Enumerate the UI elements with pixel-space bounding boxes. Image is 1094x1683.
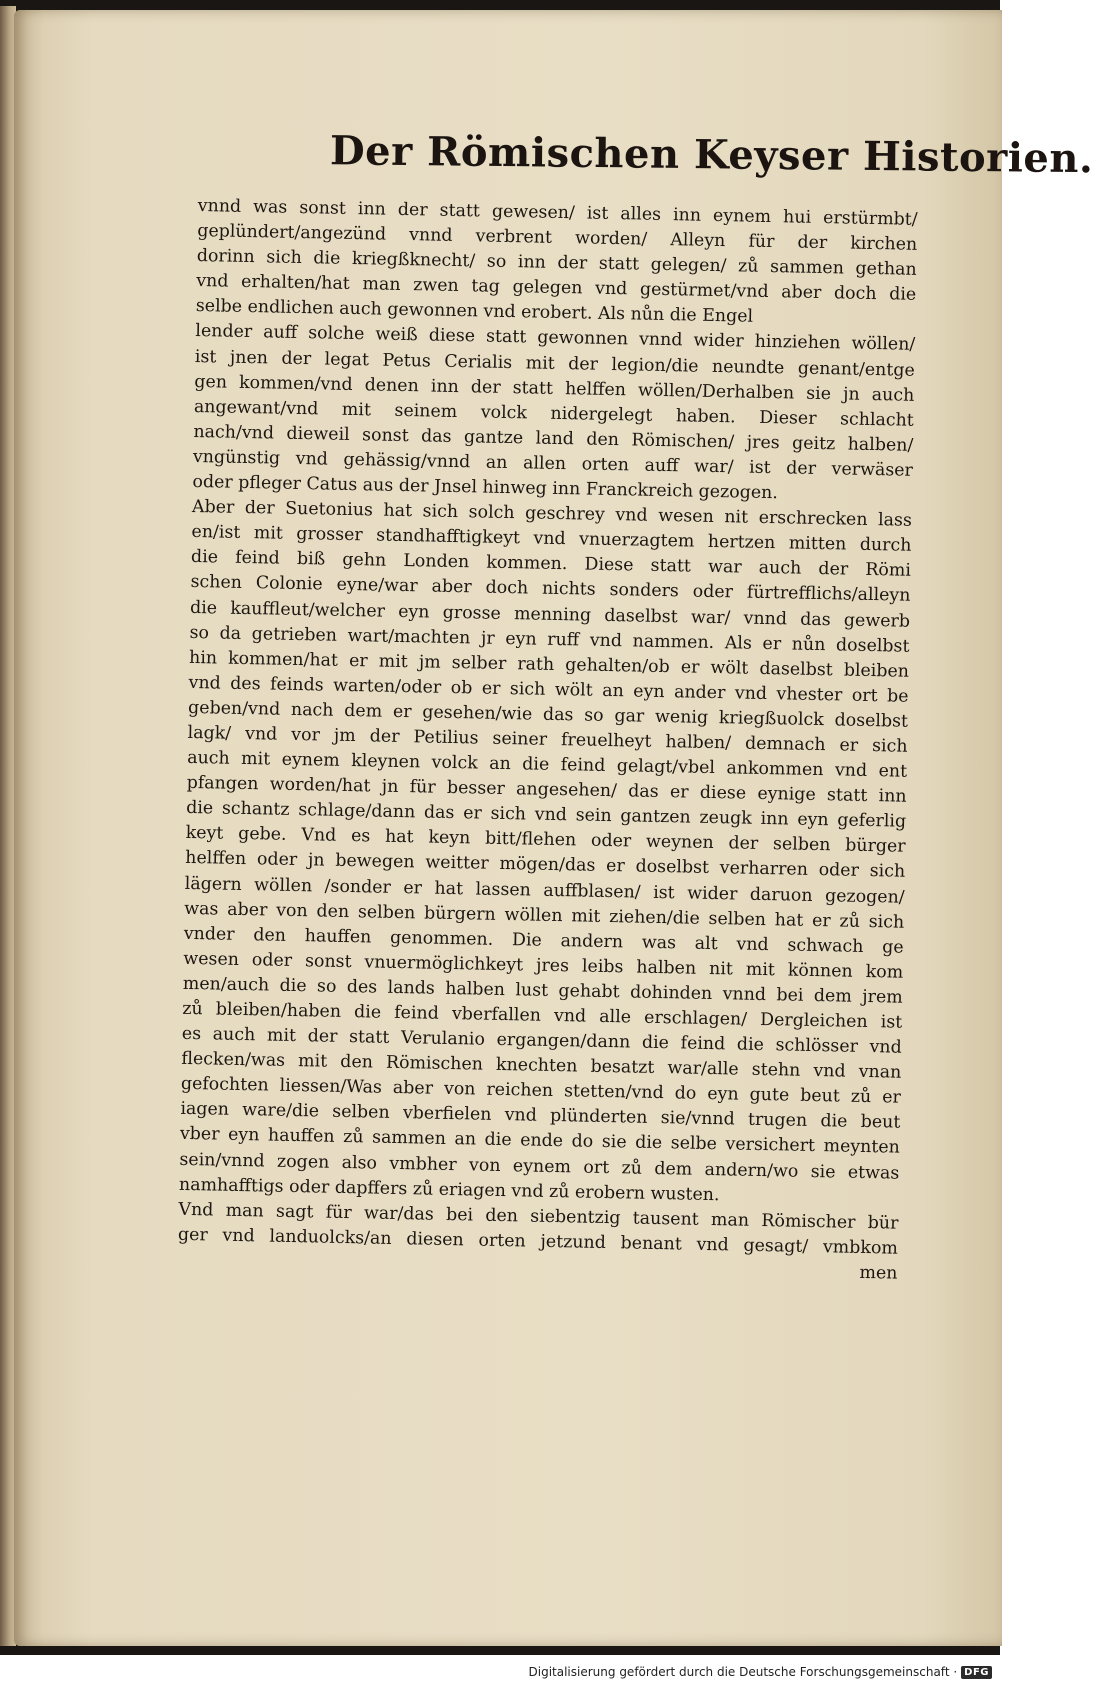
text-line: die kauffleut/welcher eyn grosse menning daselbst war/ vnnd das gewerb	[189, 597, 911, 632]
text-line: ger vnd landuolcks/an diesen orten jetzund benant vnd gesagt/ vmbkom	[177, 1224, 899, 1259]
text-line: vnd erhalten/hat man zwen tag gelegen vnd gestürmet/vnd aber doch die	[196, 271, 917, 306]
text-line: Vnd man sagt für war/das bei den siebentzig tausent man Römischer bür	[178, 1199, 899, 1234]
footer-credit	[529, 1665, 992, 1679]
text-line: en/ist mit grosser standhafftigkeyt vnd vnuerzagtem hertzen mitten durch	[191, 522, 912, 556]
text-line: lägern wöllen /sonder er hat lassen auffblasen/ ist wider daruon gezogen/	[184, 873, 905, 908]
text-line: helffen oder jn bewegen weitter mögen/das er doselbst verharren oder sich	[185, 848, 906, 883]
dfg-logo-icon: DFG	[961, 1666, 992, 1679]
text-line: men/auch die so des lands halben lust gehabt dohinden vnnd bei dem jrem	[182, 973, 903, 1008]
text-line: geben/vnd nach dem er gesehen/wie das so gar wenig kriegßuolck doselbst	[187, 697, 909, 732]
text-line: sein/vnnd zogen also vmbher von eynem ort zů dem andern/wo sie etwas	[179, 1149, 900, 1184]
text-line: es auch mit der statt Verulanio ergangen/dann die feind die schlösser vnd	[181, 1023, 902, 1058]
text-line: iagen ware/die selben vberfielen vnd plünderten sie/vnnd trugen die beut	[180, 1099, 901, 1134]
text-line: so da getrieben wart/machten jr eyn ruff vnd nammen. Als er nůn doselbst	[189, 622, 910, 657]
text-line: lagk/ vnd vor jm der Petilius seiner freuelheyt halben/ demnach er sich	[187, 722, 908, 757]
text-line: zů bleiben/haben die feind vberfallen vnd alle erschlagen/ Dergleichen ist	[182, 998, 903, 1033]
footer-credit-text: Digitalisierung gefördert durch die Deutsche Forschungsgemeinschaft ·	[528, 1665, 958, 1679]
text-line: pfangen worden/hat jn für besser angesehen/ das er diese eynige statt inn	[186, 773, 907, 807]
text-line: geplündert/angezünd vnnd verbrent worden/ Alleyn für der kirchen	[197, 221, 918, 255]
text-line: lender auff solche weiß diese statt gewonnen vnnd wider hinziehen wöllen/	[195, 321, 916, 356]
text-line: gen kommen/vnd denen inn der statt helffen wöllen/Derhalben sie jn auch	[194, 371, 915, 406]
text-line: hin kommen/hat er mit jm selber rath gehalten/ob er wölt daselbst bleiben	[188, 647, 910, 682]
text-line: selbe endlichen auch gewonnen vnd erobert. Als nůn die Engel	[195, 296, 754, 328]
text-line: wesen oder sonst vnuermöglichkeyt jres leibs halben nit mit können kom	[183, 948, 904, 983]
text-line: vnder den hauffen genommen. Die andern was alt vnd schwach ge	[183, 923, 904, 958]
text-line: angewant/vnd mit seinem volck nidergelegt haben. Dieser schlacht	[193, 396, 914, 431]
text-line: vnnd was sonst inn der statt gewesen/ ist alles inn eynem hui erstürmbt/	[197, 195, 918, 230]
text-line: vnd des feinds warten/oder ob er sich wölt an eyn ander vnd vhester ort be	[188, 672, 909, 707]
text-line: namhafftigs oder dapffers zů eriagen vnd zů erobern wusten.	[178, 1174, 720, 1205]
text-line: nach/vnd dieweil sonst das gantze land den Römischen/ jres geitz halben/	[193, 421, 914, 456]
text-line: oder pfleger Catus aus der Jnsel hinweg inn Franckreich gezogen.	[192, 471, 779, 504]
text-line: die feind biß gehn Londen kommen. Diese statt war auch der Römi	[190, 547, 912, 582]
text-line: auch mit eynem kleynen volck an die feind gelagt/vbel ankommen vnd ent	[186, 747, 908, 782]
text-line: keyt gebe. Vnd es hat keyn bitt/flehen oder weynen der selben bürger	[185, 823, 906, 858]
text-line: men	[859, 1262, 898, 1284]
text-line: dorinn sich die kriegßknecht/ so inn der statt gelegen/ zů sammen gethan	[196, 246, 917, 280]
text-line: Aber der Suetonius hat sich solch geschrey vnd wesen nit erschrecken lass	[191, 497, 913, 531]
text-line: ist jnen der legat Petus Cerialis mit der legion/die neundte genant/entge	[194, 346, 915, 381]
running-header: Der Römischen Keyser Historien.	[329, 127, 1094, 183]
text-line: die schantz schlage/dann das er sich vnd sein gantzen zeugk inn eyn geferlig	[186, 798, 907, 832]
text-line: vber eyn hauffen zů sammen an die ende do sie die selbe versichert meynten	[179, 1124, 901, 1159]
body-text	[177, 194, 918, 1287]
text-line: gefochten liessen/Was aber von reichen stetten/vnd do eyn gute beut zů er	[180, 1074, 901, 1108]
text-line: was aber von den selben bürgern wöllen mit ziehen/die selben hat er zů sich	[184, 898, 905, 933]
text-line: vngünstig vnd gehässig/vnnd an allen orten auff war/ ist der verwäser	[192, 446, 914, 481]
text-line: schen Colonie eyne/war aber doch nichts sonders oder fürtrefflichs/alleyn	[190, 572, 911, 607]
text-line: flecken/was mit den Römischen knechten besatzt war/alle stehn vnd vnan	[181, 1049, 902, 1083]
